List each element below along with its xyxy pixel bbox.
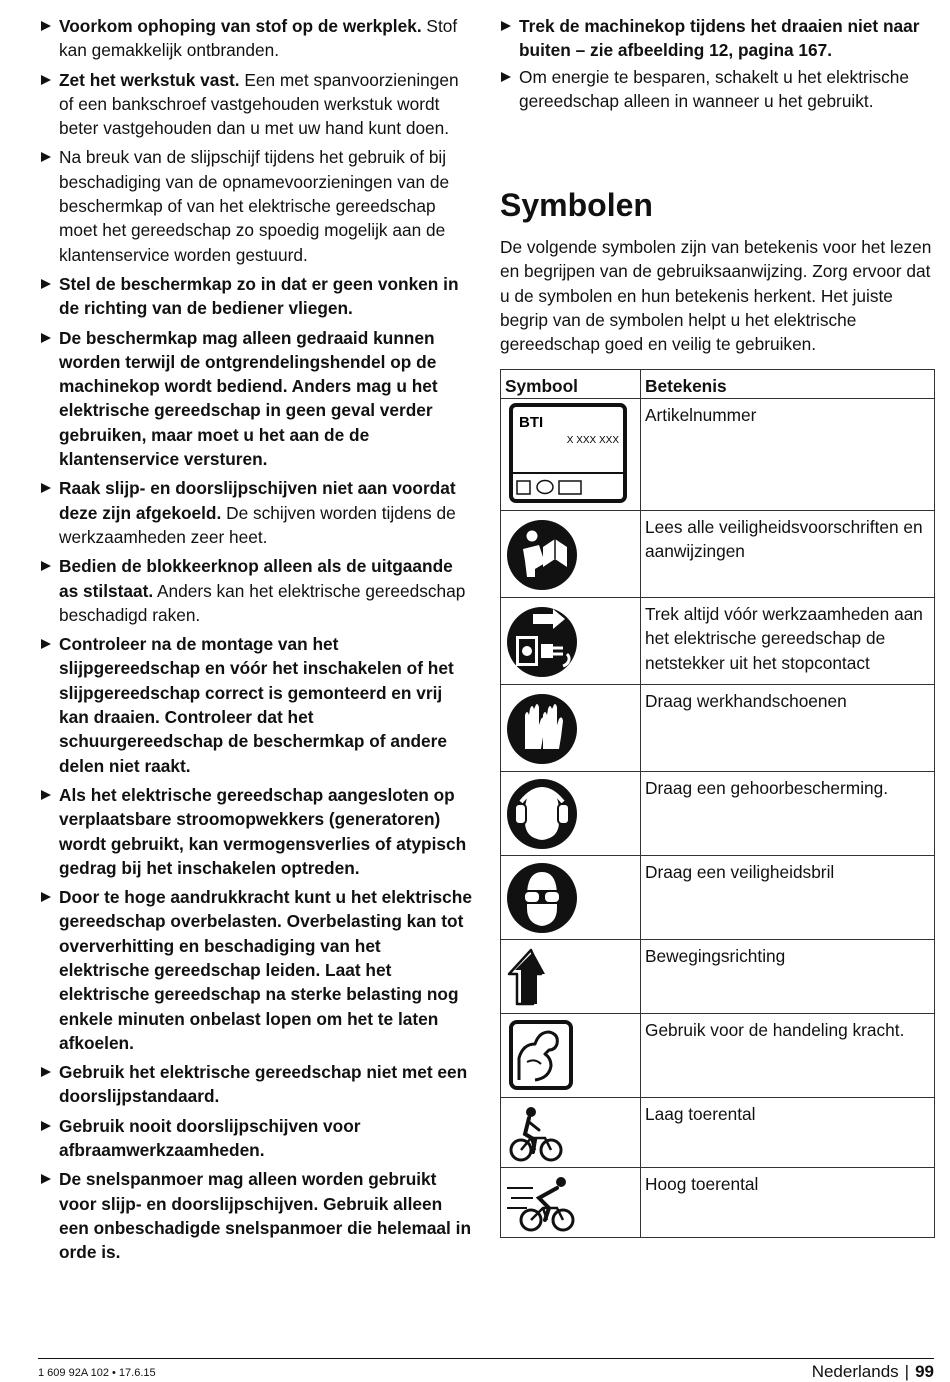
meaning-cell: Hoog toerental: [641, 1167, 935, 1237]
nameplate-number: X XXX XXX: [566, 434, 619, 446]
footer-language: Nederlands: [811, 1362, 899, 1381]
direction-arrow-icon: [505, 940, 565, 1012]
meaning-cell: Gebruik voor de handeling kracht.: [641, 1013, 935, 1097]
section-title: Symbolen: [500, 187, 653, 224]
right-column: [500, 14, 936, 1238]
bullet-item: De snelspanmoer mag alleen worden gebruikt voor slijp- en doorslijpschijven. Gebruik alleen een onbeschadigde snelspanmoer die helemaal in orde is.: [40, 1167, 472, 1264]
meaning-cell: Artikelnummer: [641, 398, 935, 510]
table-row: [501, 855, 935, 939]
bullet-item: Om energie te besparen, schakelt u het elektrische gereedschap alleen in wanneer u het gebruikt.: [500, 65, 936, 114]
document-code: 1 609 92A 102 • 17.6.15: [38, 1367, 156, 1379]
table-row: [501, 1013, 935, 1097]
page-footer: [38, 1358, 934, 1381]
meaning-cell: Bewegingsrichting: [641, 939, 935, 1013]
strength-icon: [505, 1014, 585, 1096]
section-intro: De volgende symbolen zijn van betekenis voor het lezen en begrijpen van de gebruiksaanwijzing. Zorg ervoor dat u de symbolen en hun betekenis herkent. Het juiste begrip van de symbolen helpt u het elektrische gereedschap goed en veilig te gebruiken.: [500, 237, 932, 355]
header-symbol: Symbool: [501, 369, 641, 398]
footer-page-info: [812, 1362, 934, 1382]
bullet-item: De beschermkap mag alleen gedraaid kunnen worden terwijl de ontgrendelingshendel op de machinekop wordt bediend. Anders mag u het elektrische gereedschap in geen geval verder gebruiken, maar moet u het aan de de klantenservice versturen.: [40, 326, 472, 472]
fast-cyclist-icon: [505, 1168, 585, 1236]
nameplate-icon: [505, 399, 629, 509]
bullet-item: Door te hoge aandrukkracht kunt u het elektrische gereedschap overbelasten. Overbelasting kan tot oververhitting en beschadiging van het elektrische gereedschap leiden. Laat het elektrische gereedschap na sterke belasting nog enkele minuten onbelast lopen om het te laten afkoelen.: [40, 885, 472, 1055]
nameplate-brand: BTI: [519, 413, 544, 431]
table-row: [501, 510, 935, 597]
bullet-item: Raak slijp- en doorslijpschijven niet aan voordat deze zijn afgekoeld. De schijven worden tijdens de werkzaamheden zeer heet.: [40, 476, 472, 549]
meaning-cell: Draag werkhandschoenen: [641, 684, 935, 771]
unplug-icon: [505, 598, 585, 684]
bullet-item: Gebruik nooit doorslijpschijven voor afbraamwerkzaamheden.: [40, 1114, 472, 1163]
meaning-cell: Trek altijd vóór werkzaamheden aan het elektrische gereedschap de netstekker uit het stopcontact: [641, 597, 935, 684]
bullet-item: Na breuk van de slijpschijf tijdens het gebruik of bij beschadiging van de opnamevoorzieningen van de beschermkap of van het elektrische gereedschap moet het gereedschap zo spoedig mogelijk aan de klantenservice worden gestuurd.: [40, 145, 472, 266]
bullet-item: Trek de machinekop tijdens het draaien niet naar buiten – zie afbeelding 12, pagina 167.: [500, 14, 936, 63]
table-row: [501, 771, 935, 855]
bullet-item: Zet het werkstuk vast. Een met spanvoorzieningen of een bankschroef vastgehouden werkstuk wordt beter vastgehouden dan u met uw hand kunt doen.: [40, 68, 472, 141]
meaning-cell: Lees alle veiligheidsvoorschriften en aanwijzingen: [641, 510, 935, 597]
slow-cyclist-icon: [505, 1098, 569, 1166]
read-manual-icon: [505, 511, 585, 597]
table-row: [501, 1167, 935, 1237]
table-header-row: [501, 369, 935, 398]
bullet-item: Stel de beschermkap zo in dat er geen vonken in de richting van de bediener vliegen.: [40, 272, 472, 321]
meaning-cell: Laag toerental: [641, 1097, 935, 1167]
meaning-cell: Draag een gehoorbescherming.: [641, 771, 935, 855]
left-column: [40, 14, 472, 1270]
table-row: [501, 597, 935, 684]
page-number: 99: [915, 1362, 934, 1381]
table-row: [501, 398, 935, 510]
table-row: [501, 1097, 935, 1167]
meaning-cell: Draag een veiligheidsbril: [641, 855, 935, 939]
bullet-item: Controleer na de montage van het slijpgereedschap en vóór het inschakelen of het slijpgereedschap correct is gemonteerd en vrij kan draaien. Controleer dat het schuurgereedschap de beschermkap of andere delen niet raakt.: [40, 632, 472, 778]
symbols-table: [500, 369, 935, 1238]
header-meaning: Betekenis: [641, 369, 935, 398]
safety-glasses-icon: [505, 856, 585, 938]
bullet-item: Gebruik het elektrische gereedschap niet met een doorslijpstandaard.: [40, 1060, 472, 1109]
bullet-item: Voorkom ophoping van stof op de werkplek. Stof kan gemakkelijk ontbranden.: [40, 14, 472, 63]
ear-protection-icon: [505, 772, 585, 854]
bullet-item: Als het elektrische gereedschap aangesloten op verplaatsbare stroomopwekkers (generatoren) wordt gebruikt, kan vermogensverlies of atypisch gedrag bij het inschakelen optreden.: [40, 783, 472, 880]
footer-separator: |: [904, 1362, 910, 1381]
bullet-item: Bedien de blokkeerknop alleen als de uitgaande as stilstaat. Anders kan het elektrische gereedschap beschadigd raken.: [40, 554, 472, 627]
gloves-icon: [505, 685, 585, 771]
table-row: [501, 939, 935, 1013]
table-row: [501, 684, 935, 771]
